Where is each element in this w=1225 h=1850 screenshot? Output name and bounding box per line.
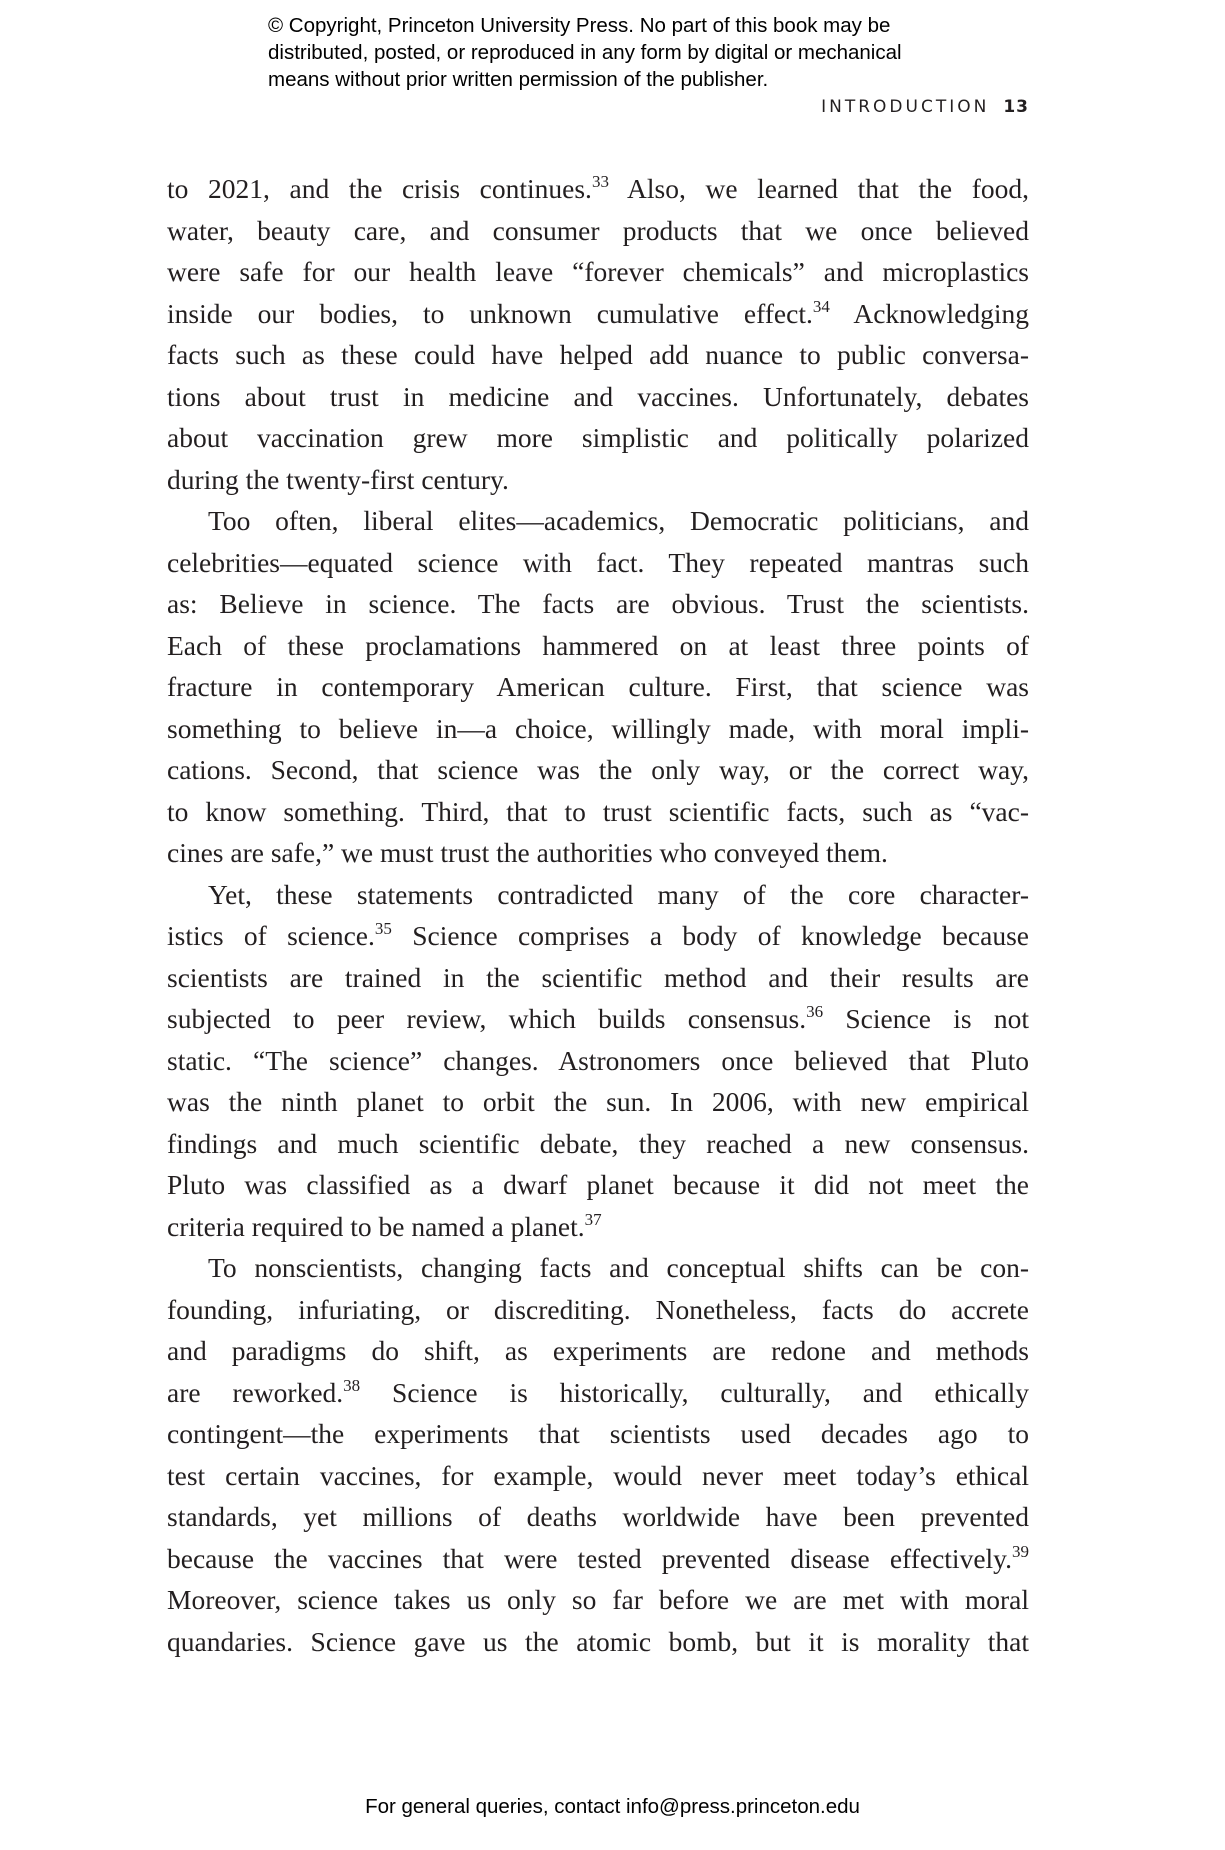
footnote-reference[interactable]: 36 bbox=[806, 1002, 824, 1021]
line-text: Science comprises a body of knowledge because bbox=[391, 920, 1029, 951]
line-text: water, beauty care, and consumer products that we once believed bbox=[167, 214, 1029, 246]
footnote-reference[interactable]: 34 bbox=[812, 296, 830, 316]
text-line bbox=[167, 1538, 1029, 1580]
text-line bbox=[167, 998, 1029, 1040]
line-text: contingent—the experiments that scientists used decades ago to bbox=[167, 1418, 1029, 1449]
body-text bbox=[167, 168, 1029, 1662]
line-text: scientists are trained in the scientific method and their results are bbox=[167, 961, 1029, 993]
text-line bbox=[167, 957, 1029, 999]
paragraph bbox=[167, 874, 1029, 1248]
text-line bbox=[167, 376, 1029, 418]
line-text: founding, infuriating, or discrediting. Nonetheless, facts do accrete bbox=[167, 1293, 1029, 1325]
section-title: INTRODUCTION bbox=[821, 97, 990, 117]
text-line bbox=[167, 1081, 1029, 1123]
line-text: something to believe in—a choice, willingly made, with moral impli- bbox=[167, 712, 1029, 744]
line-text: to 2021, and the crisis continues. bbox=[167, 173, 592, 204]
text-line bbox=[167, 1579, 1029, 1621]
text-line bbox=[167, 417, 1029, 459]
line-text: during the twenty-first century. bbox=[167, 463, 509, 495]
footer-contact: For general queries, contact info@press.princeton.edu bbox=[365, 1795, 860, 1818]
line-text: about vaccination grew more simplistic and politically polarized bbox=[167, 422, 1029, 453]
text-line bbox=[167, 210, 1029, 252]
line-text: subjected to peer review, which builds consensus. bbox=[167, 1003, 807, 1034]
text-line bbox=[167, 915, 1029, 957]
footnote-reference[interactable]: 39 bbox=[1012, 1541, 1029, 1561]
footnote-reference[interactable]: 37 bbox=[584, 1209, 602, 1229]
text-line bbox=[167, 500, 1029, 542]
text-line bbox=[167, 666, 1029, 708]
text-line bbox=[167, 625, 1029, 667]
text-line bbox=[167, 583, 1029, 625]
line-text: as: Believe in science. The facts are obvious. Trust the scientists. bbox=[167, 588, 1029, 619]
paragraph bbox=[167, 1247, 1029, 1662]
copyright-line: distributed, posted, or reproduced in any form by digital or mechanical bbox=[268, 41, 902, 64]
footnote-reference[interactable]: 35 bbox=[374, 919, 392, 938]
line-text: Science is not bbox=[823, 1003, 1029, 1034]
line-text: Acknowledging bbox=[829, 297, 1029, 329]
text-line bbox=[167, 1123, 1029, 1165]
text-line bbox=[167, 708, 1029, 750]
text-line bbox=[167, 1372, 1029, 1414]
line-text: and paradigms do shift, as experiments are redone and methods bbox=[167, 1335, 1029, 1366]
text-line bbox=[167, 542, 1029, 584]
line-text: because the vaccines that were tested prevented disease effectively. bbox=[167, 1542, 1012, 1574]
line-text: istics of science. bbox=[167, 920, 375, 951]
line-text: findings and much scientific debate, they reached a new consensus. bbox=[167, 1127, 1029, 1159]
line-text: Too often, liberal elites—academics, Democratic politicians, and bbox=[208, 505, 1029, 536]
text-line bbox=[167, 1496, 1029, 1538]
line-text: test certain vaccines, for example, would never meet today’s ethical bbox=[167, 1459, 1029, 1491]
text-line bbox=[167, 1289, 1029, 1331]
text-line bbox=[167, 1330, 1029, 1372]
text-line bbox=[167, 832, 1029, 874]
line-text: to know something. Third, that to trust scientific facts, such as “vac- bbox=[167, 795, 1029, 827]
copyright-notice bbox=[268, 12, 1028, 93]
line-text: static. “The science” changes. Astronomers once believed that Pluto bbox=[167, 1044, 1029, 1076]
line-text: facts such as these could have helped add nuance to public conversa- bbox=[167, 339, 1029, 370]
paragraph bbox=[167, 500, 1029, 874]
running-head bbox=[821, 97, 1029, 117]
footnote-reference[interactable]: 33 bbox=[591, 172, 609, 191]
line-text: Also, we learned that the food, bbox=[608, 173, 1029, 204]
copyright-line: means without prior written permission of the publisher. bbox=[268, 68, 769, 91]
line-text: tions about trust in medicine and vaccines. Unfortunately, debates bbox=[167, 380, 1029, 412]
text-line bbox=[167, 168, 1029, 210]
text-line bbox=[167, 1040, 1029, 1082]
line-text: were safe for our health leave “forever chemicals” and microplastics bbox=[167, 256, 1029, 287]
line-text: Science is historically, culturally, and ethically bbox=[360, 1376, 1029, 1408]
line-text: Each of these proclamations hammered on at least three points of bbox=[167, 629, 1029, 661]
text-line bbox=[167, 1164, 1029, 1206]
text-line bbox=[167, 1206, 1029, 1248]
line-text: inside our bodies, to unknown cumulative effect. bbox=[167, 297, 813, 329]
footnote-reference[interactable]: 38 bbox=[343, 1375, 361, 1395]
line-text: Moreover, science takes us only so far before we are met with moral bbox=[167, 1584, 1029, 1615]
line-text: are reworked. bbox=[167, 1376, 344, 1408]
text-line bbox=[167, 791, 1029, 833]
line-text: was the ninth planet to orbit the sun. In 2006, with new empirical bbox=[167, 1086, 1029, 1117]
line-text: quandaries. Science gave us the atomic bomb, but it is morality that bbox=[167, 1625, 1029, 1657]
text-line bbox=[167, 1413, 1029, 1455]
line-text: To nonscientists, changing facts and conceptual shifts can be con- bbox=[208, 1252, 1029, 1283]
text-line bbox=[167, 874, 1029, 916]
text-line bbox=[167, 749, 1029, 791]
line-text: standards, yet millions of deaths worldwide have been prevented bbox=[167, 1501, 1029, 1532]
text-line bbox=[167, 251, 1029, 293]
line-text: Yet, these statements contradicted many of the core character- bbox=[208, 878, 1029, 910]
line-text: fracture in contemporary American culture. First, that science was bbox=[167, 671, 1029, 702]
line-text: criteria required to be named a planet. bbox=[167, 1210, 585, 1242]
text-line bbox=[167, 1455, 1029, 1497]
text-line bbox=[167, 334, 1029, 376]
text-line bbox=[167, 459, 1029, 501]
line-text: Pluto was classified as a dwarf planet because it did not meet the bbox=[167, 1169, 1029, 1200]
copyright-line: © Copyright, Princeton University Press. No part of this book may be bbox=[268, 14, 891, 37]
line-text: celebrities—equated science with fact. They repeated mantras such bbox=[167, 546, 1029, 578]
text-line bbox=[167, 1247, 1029, 1289]
page-number: 13 bbox=[1003, 97, 1029, 117]
line-text: cations. Second, that science was the only way, or the correct way, bbox=[167, 754, 1029, 785]
text-line bbox=[167, 293, 1029, 335]
paragraph bbox=[167, 168, 1029, 500]
text-line bbox=[167, 1621, 1029, 1663]
line-text: cines are safe,” we must trust the authorities who conveyed them. bbox=[167, 837, 888, 868]
